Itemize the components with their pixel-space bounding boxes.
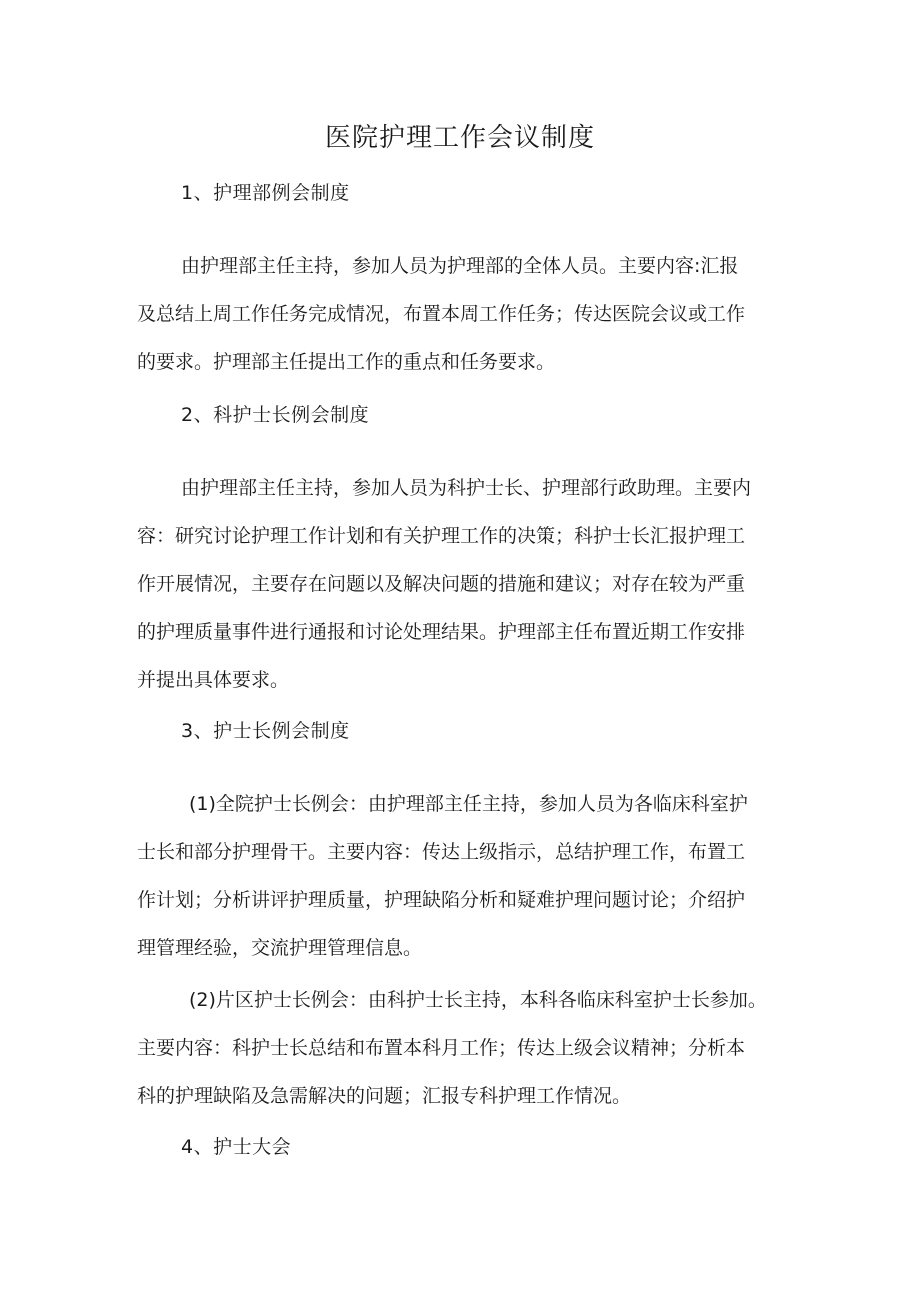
paragraph-line: (1)全院护士长例会：由护理部主任主持，参加人员为各临床科室护: [189, 793, 748, 815]
paragraph-line: 的要求。护理部主任提出工作的重点和任务要求。: [137, 351, 556, 373]
paragraph-line: 并提出具体要求。: [137, 669, 290, 691]
section-4-heading: 4、护士大会: [181, 1136, 292, 1158]
document-title: 医院护理工作会议制度: [324, 123, 595, 153]
paragraph-line: 主要内容：科护士长总结和布置本科月工作；传达上级会议精神；分析本: [137, 1037, 746, 1059]
paragraph-line: 科的护理缺陷及急需解决的问题；汇报专科护理工作情况。: [137, 1085, 632, 1107]
paragraph-line: 作计划；分析讲评护理质量，护理缺陷分析和疑难护理问题讨论；介绍护: [137, 889, 746, 911]
section-1-heading: 1、护理部例会制度: [181, 182, 350, 204]
paragraph-line: 理管理经验，交流护理管理信息。: [137, 937, 423, 959]
paragraph-line: 的护理质量事件进行通报和讨论处理结果。护理部主任布置近期工作安排: [137, 621, 746, 643]
paragraph-line: 作开展情况，主要存在问题以及解决问题的措施和建议；对存在较为严重: [137, 573, 746, 595]
section-2-heading: 2、科护士长例会制度: [181, 404, 370, 426]
paragraph-line: 及总结上周工作任务完成情况，布置本周工作任务；传达医院会议或工作: [137, 303, 746, 325]
paragraph-line: 由护理部主任主持，参加人员为科护士长、护理部行政助理。主要内: [181, 477, 752, 499]
paragraph-line: (2)片区护士长例会：由科护士长主持，本科各临床科室护士长参加。: [189, 989, 767, 1011]
section-3-heading: 3、护士长例会制度: [181, 720, 350, 742]
paragraph-line: 士长和部分护理骨干。主要内容：传达上级指示，总结护理工作，布置工: [137, 841, 746, 863]
paragraph-line: 由护理部主任主持，参加人员为护理部的全体人员。主要内容:汇报: [181, 255, 739, 277]
paragraph-line: 容：研究讨论护理工作计划和有关护理工作的决策；科护士长汇报护理工: [137, 525, 746, 547]
